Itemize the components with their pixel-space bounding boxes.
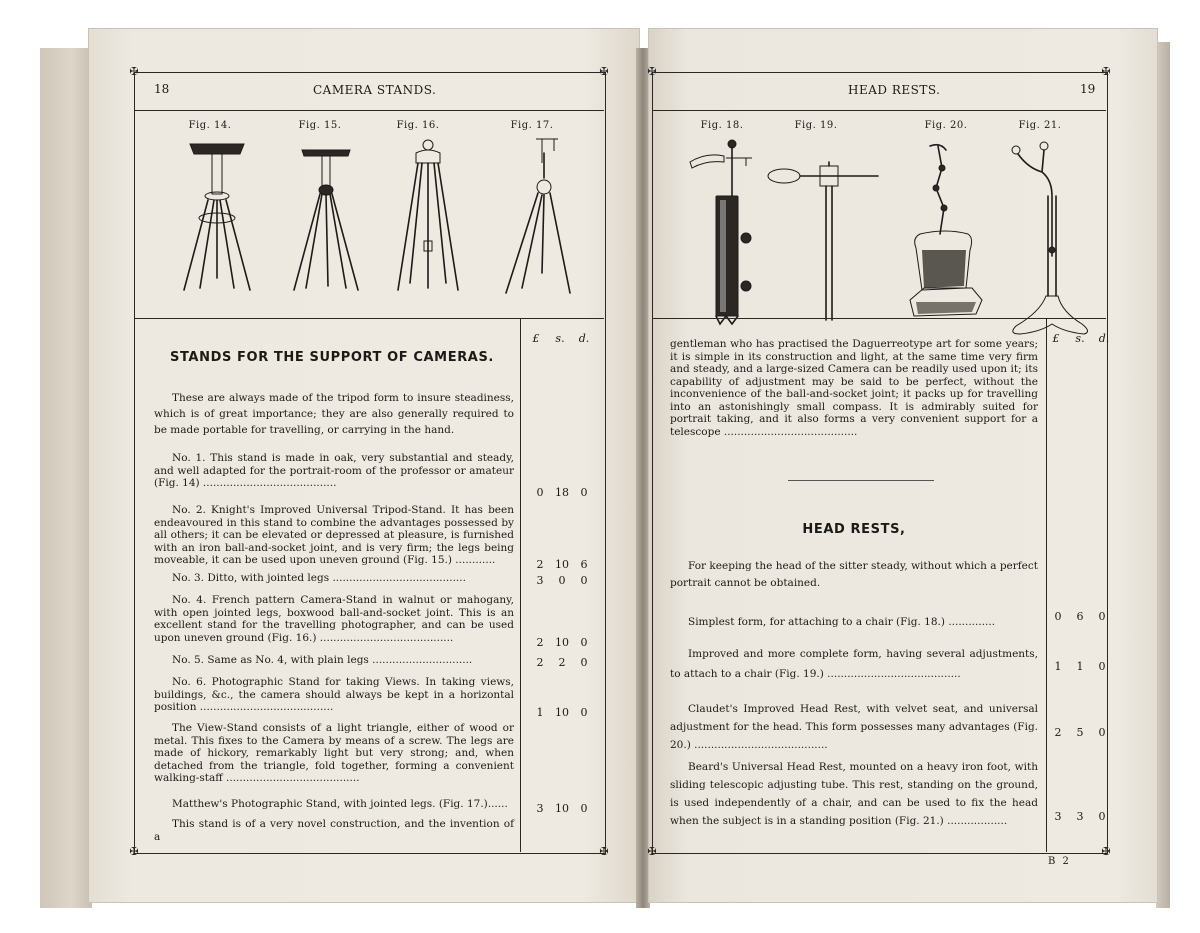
french-stand-illustration [388, 133, 468, 298]
page-number: 18 [154, 82, 170, 96]
catalog-entry: No. 4. French pattern Camera-Stand in walnut or mahogany, with open jointed legs, boxwood ball-and-socket joint. This is an excellent stand for the travelling photographer, and can be used upon uneven ground (Fig. 16.) ........................................ [154, 594, 514, 644]
beard-head-rest-illustration [1000, 136, 1090, 346]
catalog-entry: No. 2. Knight's Improved Universal Tripod-Stand. It has been endeavoured in this stand to combine the advantages possessed by all others; it can be elevated or depressed at pleasure, is furnished with an iron ball-and-socket joint, and is very firm; the legs being moveable, it can be used upon uneven ground (Fig. 15.) ............ [154, 504, 514, 566]
entry-price: 0 6 0 [1054, 610, 1106, 623]
figure-label: Fig. 18. [700, 120, 744, 131]
adjustable-head-rest-illustration [766, 148, 896, 328]
figure-label: Fig. 17. [510, 120, 554, 131]
continuation-paragraph: gentleman who has practised the Daguerreotype art for some years; it is simple in its construction and light, at the same time very firm and steady, and a large-sized Camera can be readily used upon it; its capability of adjustment may be said to be perfect, without the inconvenience of the ball-and-socket joint; it packs up for travelling into an astonishingly small compass. It is admirably suited for portrait taking, and it also forms a very convenient support for a telescope ........................................ [670, 338, 1038, 438]
entry-price: 3 3 0 [1054, 810, 1106, 823]
corner-ornament-icon: ✠ [599, 65, 609, 78]
left-page [88, 28, 640, 903]
currency-header [1048, 332, 1112, 345]
figure-label: Fig. 16. [396, 120, 440, 131]
corner-ornament-icon: ✠ [599, 845, 609, 858]
oak-stand-illustration [178, 138, 258, 298]
signature-mark: B 2 [1048, 856, 1071, 867]
price-column-rule [1046, 318, 1047, 852]
corner-ornament-icon: ✠ [1101, 65, 1111, 78]
header-rule [134, 110, 604, 111]
figure-label: Fig. 21. [1018, 120, 1062, 131]
right-page [648, 28, 1158, 903]
entry-price: 2 5 0 [1054, 726, 1106, 739]
book-edge-right [1156, 42, 1170, 908]
catalog-entry: No. 1. This stand is made in oak, very substantial and steady, and well adapted for the portrait-room of the professor or amateur (Fig. 14) ........................................ [154, 452, 514, 489]
corner-ornament-icon: ✠ [129, 845, 139, 858]
catalog-entry: This stand is of a very novel construction, and the invention of a [154, 818, 514, 843]
claudet-head-rest-illustration [906, 138, 986, 338]
figure-label: Fig. 14. [188, 120, 232, 131]
corner-ornament-icon: ✠ [129, 65, 139, 78]
figure-rule [134, 318, 604, 319]
corner-ornament-icon: ✠ [647, 845, 657, 858]
running-head: CAMERA STANDS. [313, 83, 437, 97]
pound-label: £ [1052, 332, 1060, 345]
intro-paragraph: For keeping the head of the sitter steady, without which a perfect portrait cannot be obtained. [670, 560, 1038, 589]
currency-header [528, 332, 592, 345]
intro-paragraph: These are always made of the tripod form to insure steadiness, which is of great importance; they are also generally required to be made portable for travelling, or carrying in the hand. [154, 392, 514, 436]
entry-price: 0 18 0 [536, 486, 588, 499]
catalog-entry: No. 5. Same as No. 4, with plain legs .............................. [172, 654, 473, 666]
price-column-rule [520, 318, 521, 852]
section-title: HEAD RESTS, [802, 522, 906, 537]
catalog-entry: Beard's Universal Head Rest, mounted on a heavy iron foot, with sliding telescopic adjusting tube. This rest, standing on the ground, is used independently of a chair, and can be used to fix the head when the subject is in a standing position (Fig. 21.) .................. [670, 761, 1038, 827]
shilling-label: s. [1075, 332, 1085, 345]
catalog-entry: The View-Stand consists of a light triangle, either of wood or metal. This fixes to the Camera by means of a screw. The legs are made of hickory, remarkably light but very strong; and, when detached from the triangle, fold together, forming a convenient walking-staff ........................................ [154, 722, 514, 784]
pence-label: d. [578, 332, 590, 345]
pence-label: d. [1098, 332, 1110, 345]
book-edge [40, 48, 92, 908]
running-head: HEAD RESTS. [848, 83, 941, 97]
corner-ornament-icon: ✠ [647, 65, 657, 78]
figure-label: Fig. 15. [298, 120, 342, 131]
corner-ornament-icon: ✠ [1101, 845, 1111, 858]
entry-price: 3 10 0 [536, 802, 588, 815]
entry-price: 2 2 0 [536, 656, 588, 669]
catalog-entry: Matthew's Photographic Stand, with jointed legs. (Fig. 17.)...... [172, 798, 508, 810]
entry-price: 2 10 6 [536, 558, 588, 571]
entry-price: 1 1 0 [1054, 660, 1106, 673]
page-number: 19 [1080, 82, 1096, 96]
entry-price: 1 10 0 [536, 706, 588, 719]
section-title: STANDS FOR THE SUPPORT OF CAMERAS. [170, 350, 494, 365]
figure-label: Fig. 19. [794, 120, 838, 131]
catalog-entry: No. 3. Ditto, with jointed legs ........................................ [172, 572, 466, 584]
figure-rule [652, 318, 1106, 319]
pound-label: £ [532, 332, 540, 345]
catalog-entry: Claudet's Improved Head Rest, with velvet seat, and universal adjustment for the head. This form possesses many advantages (Fig. 20.) ........................................ [670, 703, 1038, 751]
catalog-entry: No. 6. Photographic Stand for taking Views. In taking views, buildings, &c., the camera should always be kept in a horizontal position ........................................ [154, 676, 514, 713]
header-rule [652, 110, 1106, 111]
knight-tripod-illustration [288, 138, 368, 298]
matthew-stand-illustration [498, 133, 578, 298]
open-book [40, 28, 1160, 908]
figure-label: Fig. 20. [924, 120, 968, 131]
entry-price: 3 0 0 [536, 574, 588, 587]
chair-head-rest-illustration [686, 138, 776, 328]
catalog-entry: Simplest form, for attaching to a chair (Fig. 18.) .............. [688, 616, 996, 628]
section-divider [788, 480, 934, 481]
entry-price: 2 10 0 [536, 636, 588, 649]
shilling-label: s. [555, 332, 565, 345]
catalog-entry: Improved and more complete form, having several adjustments, to attach to a chair (Fig. 19.) ........................................ [670, 648, 1038, 680]
